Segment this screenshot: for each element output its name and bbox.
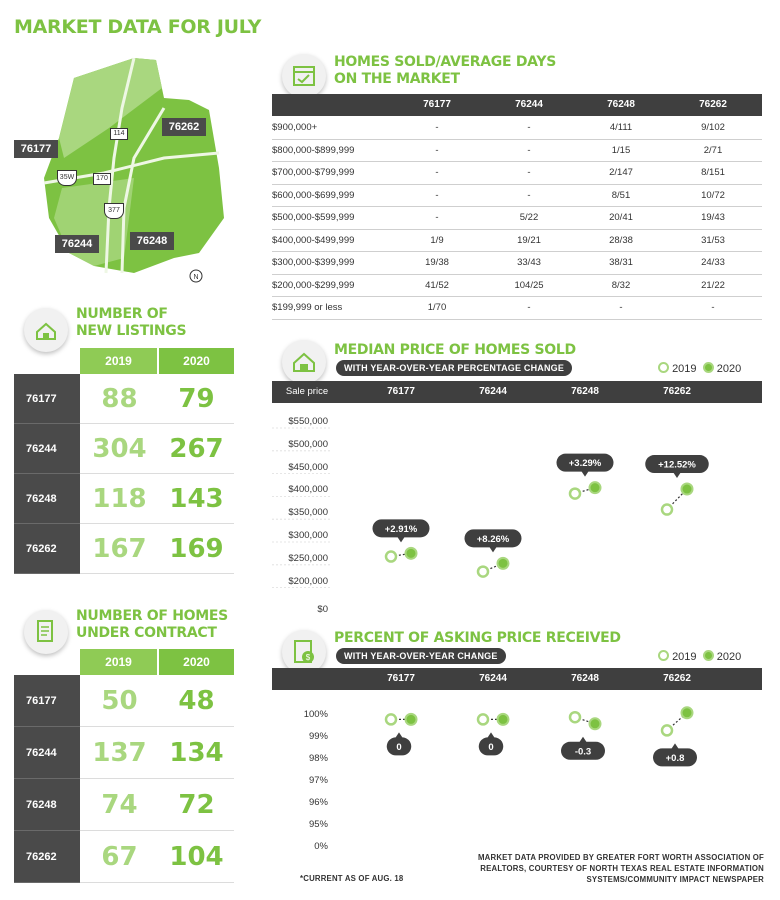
change-callout [561,737,605,760]
point-2020 [406,548,417,559]
table-cell: 21/22 [701,279,725,291]
table-cell: - [711,302,715,313]
year-2019-header: 2019 [80,649,157,675]
footer-source: MARKET DATA PROVIDED BY GREATER FORT WORTH ASSOCIATION OF REALTORS, COURTESY OF NORTH TEXAS REAL ESTATE INFORMATION SYSTEMS/COMMUNITY IMPACT NEWSPAPER [477,853,764,884]
point-2019 [662,505,672,515]
legend-2020-icon [703,362,714,373]
median-price-chart [272,405,762,615]
price-range-label: $600,000-$699,999 [272,189,355,201]
table-cell: - [527,122,531,133]
table-row: 76248 118 143 [14,474,234,524]
asking-price-title: PERCENT OF ASKING PRICE RECEIVED [334,630,621,646]
table-cell: - [527,302,531,313]
point-2020 [590,482,601,493]
table-cell: 2/147 [609,167,633,178]
table-cell: 8/51 [611,189,631,201]
median-header-bar: Sale price 76177 76244 76248 76262 [272,381,762,403]
map-zip-76177: 76177 [14,140,58,158]
change-callout-label: +3.29% [568,458,602,470]
table-cell: 8/151 [701,167,725,178]
table-cell: 24/33 [701,257,725,268]
road-170: 170 [93,173,111,185]
table-row: 76177 88 79 [14,374,234,424]
table-row [272,185,762,208]
table-row: 76177 50 48 [14,675,234,727]
table-cell: 9/102 [701,122,725,133]
point-2019 [478,567,488,577]
year-2020-header: 2020 [159,649,234,675]
table-cell: 4/111 [609,122,633,133]
table-cell: - [527,167,531,178]
table-cell: - [435,144,439,156]
table-cell: - [435,167,439,178]
asking-header-bar: 76177 76244 76248 76262 [272,668,762,690]
point-2019 [478,714,488,724]
table-cell: 8/32 [611,279,631,291]
change-callout-label: +2.91% [384,523,418,535]
house-hand-icon [24,308,68,352]
point-2019 [386,552,396,562]
table-row [272,230,762,253]
table-row: 76262 167 169 [14,524,234,574]
homes-sold-title: HOMES SOLD/AVERAGE DAYS ON THE MARKET [334,54,556,87]
point-2020 [682,484,693,495]
table-cell: - [619,302,623,313]
asking-price-subtitle: WITH YEAR-OVER-YEAR CHANGE [336,648,506,664]
table-row [272,140,762,163]
table-cell: - [435,122,439,133]
year-2019-header: 2019 [80,348,157,374]
table-cell: 1/9 [430,234,444,246]
table-row: 76244 304 267 [14,424,234,474]
price-range-label: $300,000-$399,999 [272,257,355,268]
table-cell: 5/22 [519,212,539,223]
table-row: 76244 137 134 [14,727,234,779]
table-cell: 19/38 [425,257,449,268]
table-cell: 104/25 [514,279,544,291]
point-2020 [406,714,417,725]
zip-map [14,48,234,288]
change-callout-label: +12.52% [658,459,696,471]
asking-legend: 2019 2020 [658,650,741,663]
y-tick-label: $500,000 [288,438,328,450]
north-label: N [193,274,199,281]
table-row [272,207,762,230]
table-row [272,275,762,298]
y-tick-label: 95% [308,819,328,830]
y-tick-label: 96% [308,797,328,808]
price-range-label: $199,999 or less [272,302,343,313]
table-cell: 19/43 [701,212,725,223]
under-contract-title: NUMBER OF HOMES UNDER CONTRACT [76,608,228,641]
y-tick-label: $550,000 [288,416,328,427]
table-cell: 10/72 [701,189,725,201]
table-row [272,297,762,320]
change-callout [653,743,697,766]
year-2020-header: 2020 [159,348,234,374]
house-price-icon [282,340,326,384]
y-tick-label: $400,000 [288,484,328,496]
road-377: 377 [104,203,124,219]
y-tick-label: $350,000 [288,507,328,519]
change-callout [387,732,412,755]
homes-sold-header: 76177 76244 76248 76262 [272,94,762,116]
price-range-label: $900,000+ [272,122,318,133]
footer-note: *CURRENT AS OF AUG. 18 [300,874,404,883]
price-range-label: $200,000-$299,999 [272,279,355,291]
change-callout [479,732,504,755]
y-tick-label: 100% [303,709,328,720]
price-range-label: $800,000-$899,999 [272,144,355,156]
y-tick-label: $0 [317,604,328,616]
y-tick-label: $450,000 [288,461,328,473]
change-callout [465,529,522,552]
y-tick-label: 99% [308,731,328,742]
table-cell: 33/43 [517,257,541,268]
legend-2019-icon [658,650,669,661]
y-tick-label: 97% [308,775,328,786]
y-tick-label: 0% [314,841,328,852]
map-zip-76248: 76248 [130,232,174,250]
y-tick-label: $200,000 [288,575,328,587]
change-callout [373,519,430,542]
table-row [272,162,762,185]
price-range-label: $500,000-$599,999 [272,212,355,223]
svg-text:$: $ [305,653,311,662]
table-cell: - [435,212,439,223]
table-cell: - [527,189,531,201]
change-callout [645,455,709,478]
change-callout-label: +0.8 [665,752,685,764]
median-price-title: MEDIAN PRICE OF HOMES SOLD [334,342,576,358]
price-range-label: $700,000-$799,999 [272,167,355,178]
point-2020 [590,718,601,729]
point-2020 [498,714,509,725]
asking-price-chart [272,692,762,862]
table-row [272,117,762,140]
map-zip-76244: 76244 [55,235,99,253]
point-2019 [386,714,396,724]
table-cell: 41/52 [425,279,449,291]
point-2020 [498,558,509,569]
y-tick-label: $250,000 [288,552,328,564]
table-row [272,252,762,275]
road-114: 114 [110,128,128,140]
table-cell: 1/15 [611,144,631,156]
point-2019 [570,489,580,499]
map-zip-76262: 76262 [162,118,206,136]
page-title: MARKET DATA FOR JULY [14,16,262,38]
y-tick-label: 98% [308,753,328,764]
calendar-icon [282,54,326,98]
change-callout-label: +8.26% [476,533,510,545]
change-callout [557,454,614,477]
new-listings-title: NUMBER OF NEW LISTINGS [76,306,187,339]
price-range-label: $400,000-$499,999 [272,234,355,246]
point-2019 [570,712,580,722]
table-cell: - [435,189,439,201]
under-contract-table [14,649,234,883]
table-cell: 38/31 [609,257,633,268]
table-cell: 28/38 [609,234,633,246]
road-35w: 35W [57,170,77,186]
new-listings-table [14,348,234,574]
table-cell: - [527,144,531,156]
change-callout-label: 0 [396,741,402,753]
contract-document-icon [24,610,68,654]
point-2020 [682,707,693,718]
table-cell: 31/53 [701,234,725,246]
table-cell: 1/70 [427,302,447,313]
table-cell: 2/71 [703,144,723,156]
table-row: 76262 67 104 [14,831,234,883]
legend-2019-icon [658,362,669,373]
table-cell: 19/21 [517,234,541,246]
table-cell: 20/41 [609,212,633,223]
change-callout-label: 0 [488,741,494,753]
table-row: 76248 74 72 [14,779,234,831]
point-2019 [662,725,672,735]
change-callout-label: -0.3 [574,746,592,758]
median-price-subtitle: WITH YEAR-OVER-YEAR PERCENTAGE CHANGE [336,360,572,376]
y-tick-label: $300,000 [288,530,328,541]
median-legend: 2019 2020 [658,362,741,375]
legend-2020-icon [703,650,714,661]
